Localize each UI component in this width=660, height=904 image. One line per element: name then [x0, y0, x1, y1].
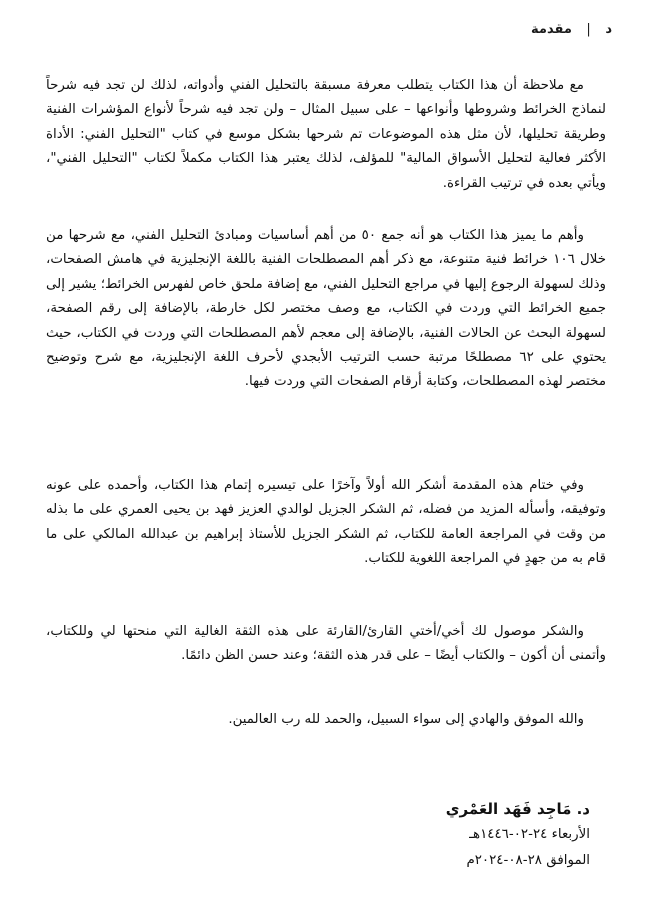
paragraph-acknowledgements: وفي ختام هذه المقدمة أشكر الله أولاً وآخرًا على تيسيره إتمام هذا الكتاب، وأحمده على عونه وتوفيقه، وأسأله المزيد من فضله، ثم الشكر الجزيل لوالدي العزيز فهد بن يحيى العمري على ما بذله من وقت في المراجعة العامة للكتاب، ثم الشكر الجزيل للأستاذ إبراهيم بن عبدالله المالكي على ما قام به من جهدٍ في المراجعة اللغوية للكتاب.: [46, 478, 606, 567]
paragraph-book-features: وأهم ما يميز هذا الكتاب هو أنه جمع ٥٠ من أهم أساسيات ومبادئ التحليل الفني، مع شرحها من خلال ١٠٦ خرائط فنية متنوعة، مع ذكر أهم المصطلحات الفنية باللغة الإنجليزية في هامش الصفحات، وذلك لسهولة الرجوع إليها في مراجع التحليل الفني، مع إضافة ملحق خاص لفهرس الخرائط؛ يشير إلى جميع الخرائط التي وردت في الكتاب، مع وصف مختصر لكل خارطة، بالإضافة إلى رقم الصفحة، لسهولة البحث عن الحالات الفنية، بالإضافة إلى معجم لأهم المصطلحات التي وردت في الكتاب، حيث يحتوي على ٦٢ مصطلحًا مرتبة حسب الترتيب الأبجدي لأحرف اللغة الإنجليزية، مع شرح وتوضيح مختصر لهذه المصطلحات، وكتابة أرقام الصفحات التي وردت فيها.: [46, 228, 606, 390]
page-header: [531, 22, 612, 37]
author-name: د. مَاجِد فَهَد العَمْري: [445, 800, 590, 818]
date-hijri: الأربعاء ٢٤-٠٢-١٤٤٦هـ: [469, 827, 590, 842]
date-gregorian: الموافق ٢٨-٠٨-٢٠٢٤م: [466, 853, 590, 868]
page-title: مقدمة: [531, 22, 572, 37]
paragraph-prerequisites: مع ملاحظة أن هذا الكتاب يتطلب معرفة مسبقة بالتحليل الفني وأدواته، لذلك لن تجد فيه شرحاً لنماذج الخرائط وشروطها وأنواعها – على سبيل المثال – ولن تجد فيه شرحاً لأنواع المؤشرات الفنية وطريقة تحليلها، لأن مثل هذه الموضوعات تم شرحها بشكل موسع في كتاب "التحليل الفني: الأداة الأكثر فعالية لتحليل الأسواق المالية" للمؤلف، لذلك يعتبر هذا الكتاب مكملاً لكتاب "التحليل الفني"، ويأتي بعده في ترتيب القراءة.: [46, 78, 606, 191]
header-separator: |: [586, 22, 591, 37]
paragraph-reader-thanks: والشكر موصول لك أخي/أختي القارئ/القارئة على هذه الثقة الغالية التي منحتها لي وللكتاب، وأتمنى أن أكون – والكتاب أيضًا – على قدر هذه الثقة؛ وعند حسن الظن دائمًا.: [46, 624, 606, 664]
author-signature: [330, 796, 590, 874]
page-letter: د: [605, 22, 612, 37]
paragraph-closing: والله الموفق والهادي إلى سواء السبيل، والحمد لله رب العالمين.: [228, 712, 584, 727]
